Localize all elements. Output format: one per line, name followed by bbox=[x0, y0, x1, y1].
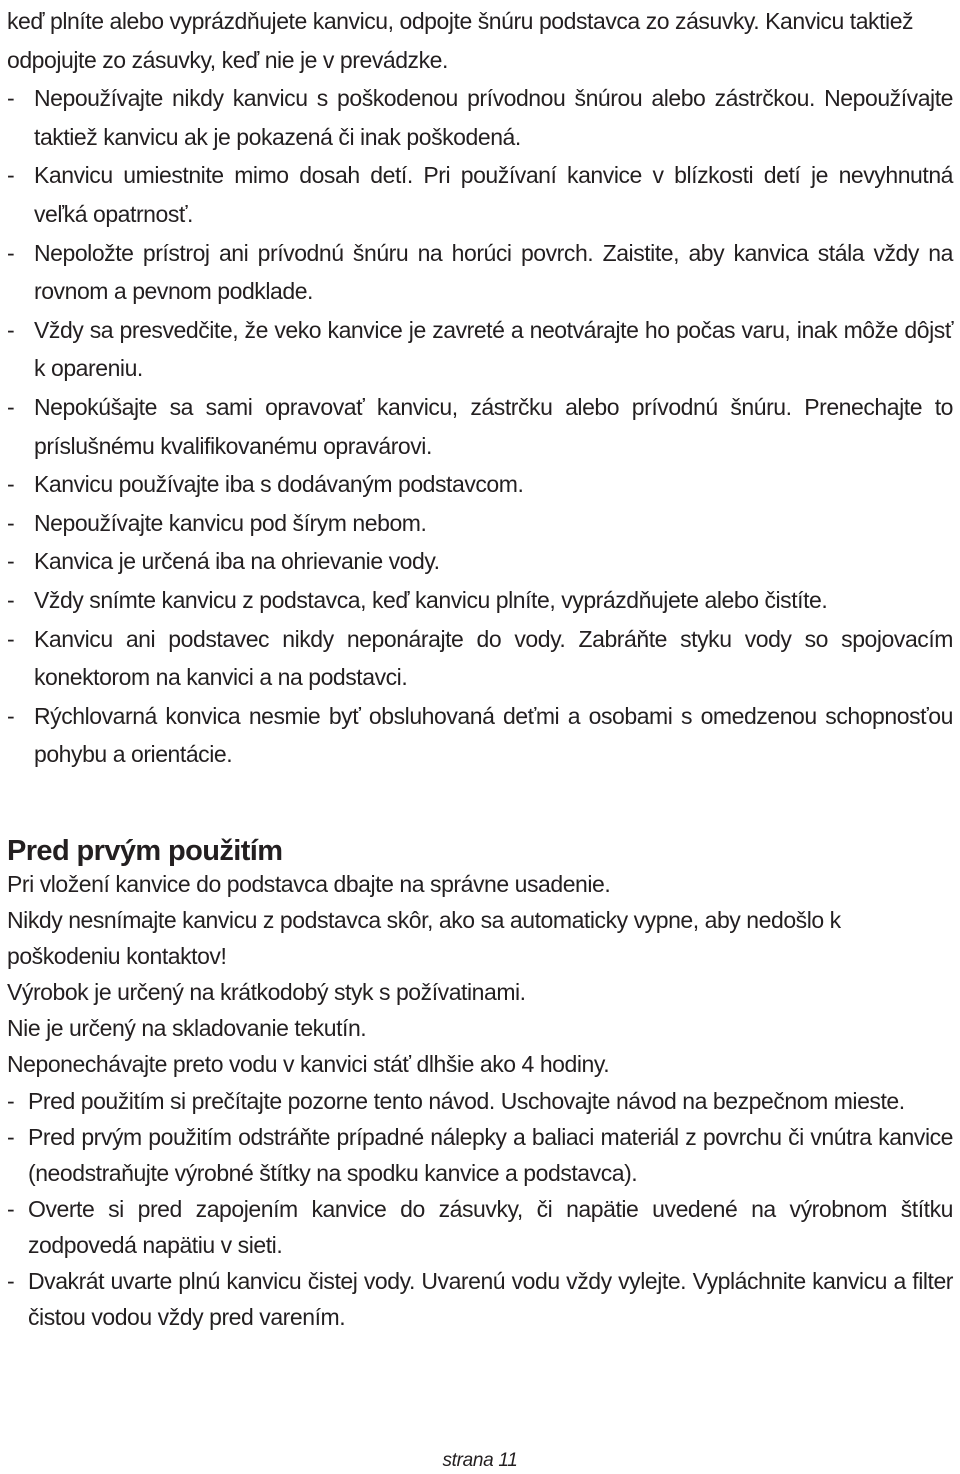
bullet-dash: - bbox=[7, 702, 15, 729]
list-item bbox=[7, 1083, 953, 1119]
list-item-text: Kanvica je určená iba na ohrievanie vody. bbox=[34, 548, 440, 575]
list-item bbox=[7, 311, 953, 388]
list-item bbox=[7, 156, 953, 233]
list-item bbox=[7, 79, 953, 156]
first-use-section bbox=[7, 866, 953, 1335]
list-item bbox=[7, 581, 953, 620]
list-item-text: Kanvicu ani podstavec nikdy neponárajte do vody. Zabráňte styku vody so spojovacím konektorom na kanvici a na podstavci. bbox=[34, 625, 953, 691]
list-item bbox=[7, 697, 953, 774]
list-item-text: Pred použitím si prečítajte pozorne tento návod. Uschovajte návod na bezpečnom mieste. bbox=[28, 1087, 905, 1114]
list-item-text: Nepoužívajte kanvicu pod šírym nebom. bbox=[34, 509, 427, 536]
list-item-text: Nepoužívajte nikdy kanvicu s poškodenou prívodnou šnúrou alebo zástrčkou. Nepoužívajte taktiež kanvicu ak je pokazená či inak poškodená. bbox=[34, 85, 953, 150]
list-item-text: Vždy snímte kanvicu z podstavca, keď kanvicu plníte, vyprázdňujete alebo čistíte. bbox=[34, 586, 828, 613]
bullet-dash: - bbox=[7, 162, 15, 189]
bullet-dash: - bbox=[7, 1195, 15, 1222]
list-item-text: Rýchlovarná konvica nesmie byť obsluhovaná deťmi a osobami s omedzenou schopnosťou pohybu a orientácie. bbox=[34, 702, 953, 768]
list-item-text: Kanvicu umiestnite mimo dosah detí. Pri používaní kanvice v blízkosti detí je nevyhnutná veľká opatrnosť. bbox=[34, 162, 953, 227]
section-paragraph: Pri vložení kanvice do podstavca dbajte na správne usadenie. bbox=[7, 871, 611, 897]
bullet-dash: - bbox=[7, 509, 15, 536]
bullet-dash: - bbox=[7, 85, 15, 112]
list-item-text: Kanvicu používajte iba s dodávaným podstavcom. bbox=[34, 471, 524, 498]
section-heading: Pred prvým použitím bbox=[7, 835, 283, 867]
bullet-dash: - bbox=[7, 625, 15, 652]
list-item bbox=[7, 388, 953, 465]
bullet-dash: - bbox=[7, 471, 15, 498]
list-item-text: Nepoložte prístroj ani prívodnú šnúru na horúci povrch. Zaistite, aby kanvica stála vždy na rovnom a pevnom podklade. bbox=[34, 239, 953, 305]
list-item bbox=[7, 542, 953, 581]
list-item bbox=[7, 504, 953, 543]
section-paragraph: Nikdy nesnímajte kanvicu z podstavca skôr, ako sa automaticky vypne, aby nedošlo k poškodeniu kontaktov! bbox=[7, 907, 841, 970]
list-item-text: Dvakrát uvarte plnú kanvicu čistej vody. Uvarenú vodu vždy vylejte. Vypláchnite kanvicu a filter čistou vodou vždy pred varením. bbox=[28, 1268, 953, 1331]
bullet-dash: - bbox=[7, 1087, 15, 1114]
list-item bbox=[7, 234, 953, 311]
bullet-dash: - bbox=[7, 1268, 15, 1295]
bullet-dash: - bbox=[7, 1123, 15, 1150]
first-use-list bbox=[7, 1083, 953, 1336]
list-item bbox=[7, 620, 953, 697]
section-paragraph: Neponechávajte preto vodu v kanvici stáť dlhšie ako 4 hodiny. bbox=[7, 1051, 610, 1078]
bullet-dash: - bbox=[7, 586, 15, 613]
list-item-text: Overte si pred zapojením kanvice do zásuvky, či napätie uvedené na výrobnom štítku zodpovedá napätiu v sieti. bbox=[28, 1195, 953, 1258]
list-item bbox=[7, 1263, 953, 1335]
section-paragraph: Nie je určený na skladovanie tekutín. bbox=[7, 1015, 367, 1042]
section-paragraph: Výrobok je určený na krátkodobý styk s požívatinami. bbox=[7, 979, 526, 1006]
list-item-text: Pred prvým použitím odstráňte prípadné nálepky a baliaci materiál z povrchu či vnútra kanvice (neodstraňujte výrobné štítky na spodku kanvice a podstavca). bbox=[28, 1123, 953, 1186]
list-item bbox=[7, 465, 953, 504]
bullet-dash: - bbox=[7, 548, 15, 575]
page-number: strana 11 bbox=[442, 1450, 518, 1471]
safety-list bbox=[7, 79, 953, 774]
bullet-dash: - bbox=[7, 239, 15, 266]
bullet-dash: - bbox=[7, 393, 15, 420]
list-item bbox=[7, 1191, 953, 1263]
list-item-text: Nepokúšajte sa sami opravovať kanvicu, zástrčku alebo prívodnú šnúru. Prenechajte to príslušnému kvalifikovanému opravárovi. bbox=[34, 393, 953, 459]
bullet-dash: - bbox=[7, 316, 15, 343]
list-item-text: Vždy sa presvedčite, že veko kanvice je zavreté a neotvárajte ho počas varu, inak môže dôjsť k opareniu. bbox=[34, 316, 953, 382]
intro-paragraph: keď plníte alebo vyprázdňujete kanvicu, odpojte šnúru podstavca zo zásuvky. Kanvicu taktiež odpojujte zo zásuvky, keď nie je v prevádzke. bbox=[7, 8, 914, 73]
safety-instructions bbox=[7, 2, 953, 774]
list-item bbox=[7, 1119, 953, 1191]
